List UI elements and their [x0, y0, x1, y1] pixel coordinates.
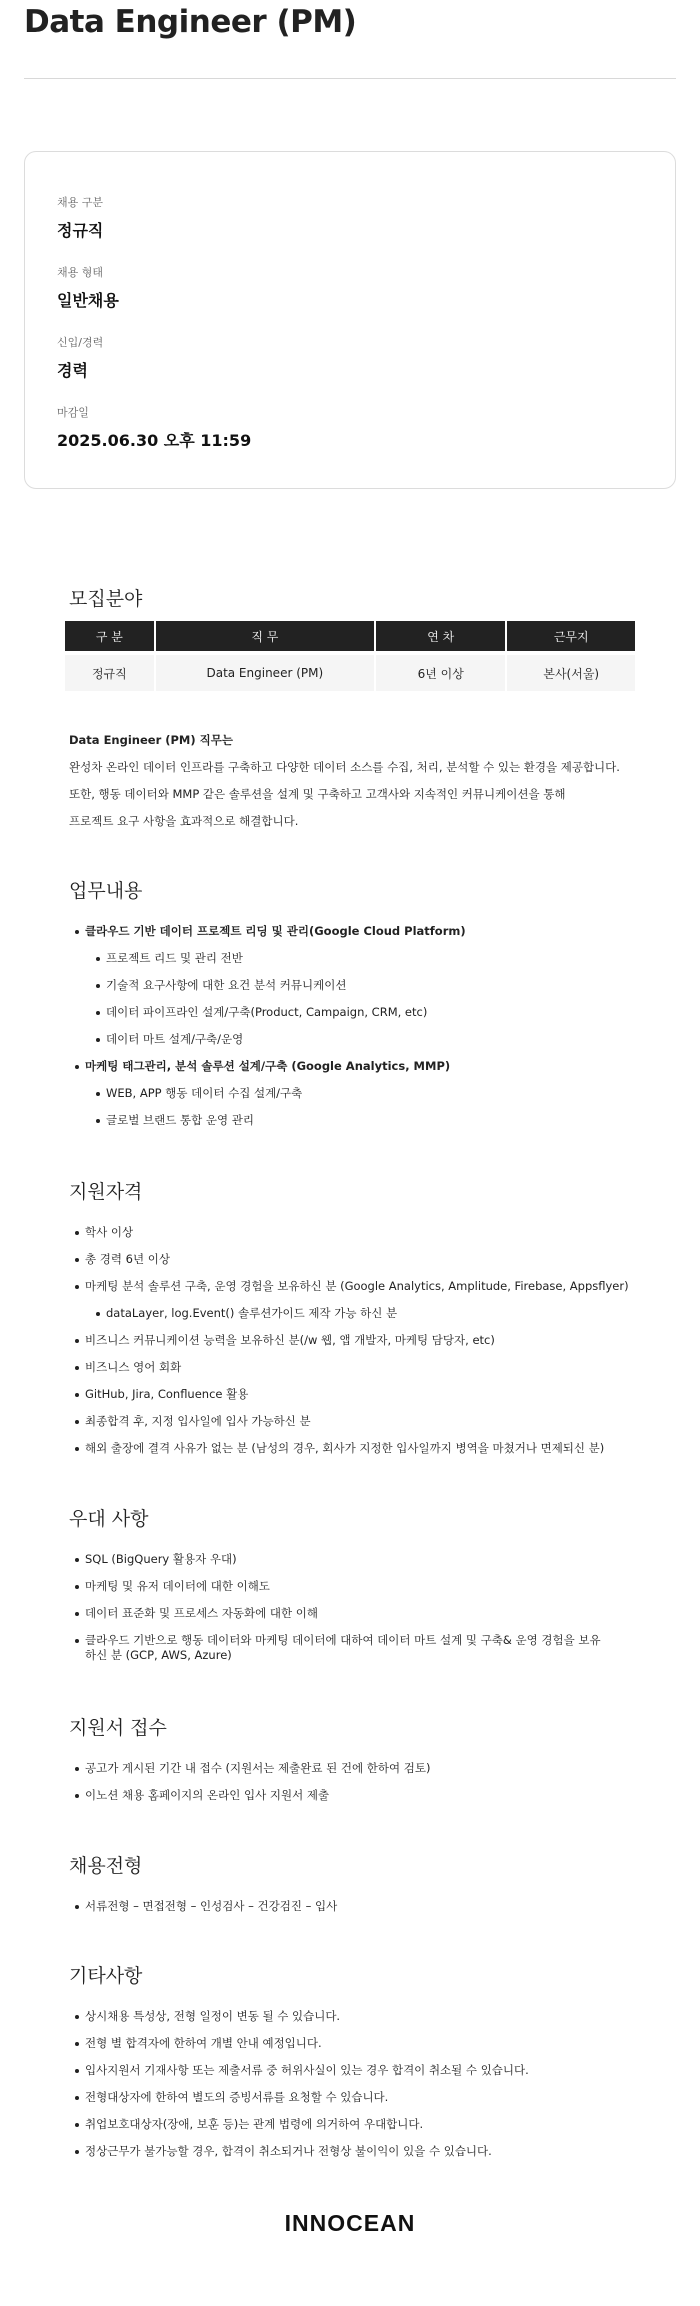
info-label: 채용 형태 [57, 266, 104, 279]
info-label: 신입/경력 [57, 336, 104, 349]
list-item: 마케팅 및 유저 데이터에 대한 이해도 [69, 1579, 649, 1594]
list-item: 상시채용 특성상, 전형 일정이 변동 될 수 있습니다. [69, 2009, 649, 2024]
list-item: 총 경력 6년 이상 [69, 1252, 649, 1267]
list-item: GitHub, Jira, Confluence 활용 [69, 1387, 649, 1402]
list-item: SQL (BigQuery 활용자 우대) [69, 1552, 649, 1567]
list-item: 학사 이상 [69, 1225, 649, 1240]
list-item: 이노션 채용 홈페이지의 온라인 입사 지원서 제출 [69, 1788, 649, 1803]
qualifications-list [69, 1225, 649, 1468]
table-cell: 6년 이상 [376, 651, 505, 691]
preferred-list [69, 1552, 649, 1675]
info-value: 2025.06.30 오후 11:59 [57, 431, 252, 450]
list-item: 데이터 마트 설계/구축/운영 [69, 1032, 649, 1047]
list-item: 해외 출장에 결격 사유가 없는 분 (남성의 경우, 회사가 지정한 입사일까지 병역을 마쳤거나 면제되신 분) [69, 1441, 649, 1456]
list-item: 글로벌 브랜드 통합 운영 관리 [69, 1113, 649, 1128]
list-item: 취업보호대상자(장애, 보훈 등)는 관계 법령에 의거하여 우대합니다. [69, 2117, 649, 2132]
table-cell: 본사(서울) [507, 651, 635, 691]
info-hiring-form [57, 264, 119, 311]
list-item: 기술적 요구사항에 대한 요건 분석 커뮤니케이션 [69, 978, 649, 993]
process-list [69, 1899, 649, 1926]
intro-heading: Data Engineer (PM) 직무는 [69, 733, 233, 747]
list-item: 클라우드 기반으로 행동 데이터와 마케팅 데이터에 대하여 데이터 마트 설계 및 구축& 운영 경험을 보유하신 분 (GCP, AWS, Azure) [69, 1633, 609, 1663]
section-title-apply: 지원서 접수 [69, 1717, 167, 1739]
table-header: 근무지 [507, 621, 635, 651]
list-item: 전형대상자에 한하여 별도의 증빙서류를 요청할 수 있습니다. [69, 2090, 649, 2105]
duties-list [69, 924, 649, 1140]
list-item: 마케팅 태그관리, 분석 솔루션 설계/구축 (Google Analytics, MMP) [69, 1059, 649, 1074]
etc-list [69, 2009, 649, 2171]
list-item: 전형 별 합격자에 한하여 개별 안내 예정입니다. [69, 2036, 649, 2051]
list-item: 프로젝트 리드 및 관리 전반 [69, 951, 649, 966]
section-title-etc: 기타사항 [69, 1965, 143, 1987]
table-cell: Data Engineer (PM) [156, 651, 374, 691]
intro-line: 프로젝트 요구 사항을 효과적으로 해결합니다. [69, 814, 299, 828]
recruit-table [63, 621, 637, 691]
info-deadline [57, 404, 251, 451]
info-value: 정규직 [57, 221, 104, 240]
intro-line: 완성차 온라인 데이터 인프라를 구축하고 다양한 데이터 소스를 수집, 처리, 분석할 수 있는 환경을 제공합니다. [69, 760, 620, 774]
list-item: 서류전형 – 면접전형 – 인성검사 – 건강검진 – 입사 [69, 1899, 649, 1914]
list-item: 비즈니스 영어 회화 [69, 1360, 649, 1375]
list-item: 비즈니스 커뮤니케이션 능력을 보유하신 분(/w 웹, 앱 개발자, 마케팅 담당자, etc) [69, 1333, 649, 1348]
list-item: WEB, APP 행동 데이터 수집 설계/구축 [69, 1086, 649, 1101]
job-info-card [24, 151, 676, 489]
info-employment-type [57, 194, 103, 241]
table-cell: 정규직 [65, 651, 154, 691]
list-item: dataLayer, log.Event() 솔루션가이드 제작 가능 하신 분 [69, 1306, 649, 1321]
apply-list [69, 1761, 649, 1815]
list-item: 클라우드 기반 데이터 프로젝트 리딩 및 관리(Google Cloud Platform) [69, 924, 649, 939]
section-title-recruit: 모집분야 [69, 588, 143, 610]
table-header: 직 무 [156, 621, 374, 651]
info-label: 채용 구분 [57, 196, 104, 209]
info-career-level [57, 334, 103, 381]
list-item: 입사지원서 기재사항 또는 제출서류 중 허위사실이 있는 경우 합격이 취소될 수 있습니다. [69, 2063, 649, 2078]
section-title-qualifications: 지원자격 [69, 1181, 143, 1203]
table-row [65, 651, 635, 691]
section-title-process: 채용전형 [69, 1855, 143, 1877]
list-item: 데이터 표준화 및 프로세스 자동화에 대한 이해 [69, 1606, 649, 1621]
table-header: 구 분 [65, 621, 154, 651]
intro-line: 또한, 행동 데이터와 MMP 같은 솔루션을 설계 및 구축하고 고객사와 지속적인 커뮤니케이션을 통해 [69, 787, 566, 801]
list-item: 마케팅 분석 솔루션 구축, 운영 경험을 보유하신 분 (Google Analytics, Amplitude, Firebase, Appsflyer) [69, 1279, 649, 1294]
section-title-preferred: 우대 사항 [69, 1508, 149, 1530]
innocean-logo: INNOCEAN [284, 2210, 416, 2236]
list-item: 공고가 게시된 기간 내 접수 (지원서는 제출완료 된 건에 한하여 검토) [69, 1761, 649, 1776]
table-header: 연 차 [376, 621, 505, 651]
list-item: 정상근무가 불가능할 경우, 합격이 취소되거나 전형상 불이익이 있을 수 있습니다. [69, 2144, 649, 2159]
info-label: 마감일 [57, 406, 89, 419]
info-value: 경력 [57, 361, 88, 380]
section-title-duties: 업무내용 [69, 880, 143, 902]
list-item: 데이터 파이프라인 설계/구축(Product, Campaign, CRM, etc) [69, 1005, 649, 1020]
list-item: 최종합격 후, 지정 입사일에 입사 가능하신 분 [69, 1414, 649, 1429]
page-title: Data Engineer (PM) [24, 4, 357, 40]
info-value: 일반채용 [57, 291, 119, 310]
title-divider [24, 78, 676, 79]
